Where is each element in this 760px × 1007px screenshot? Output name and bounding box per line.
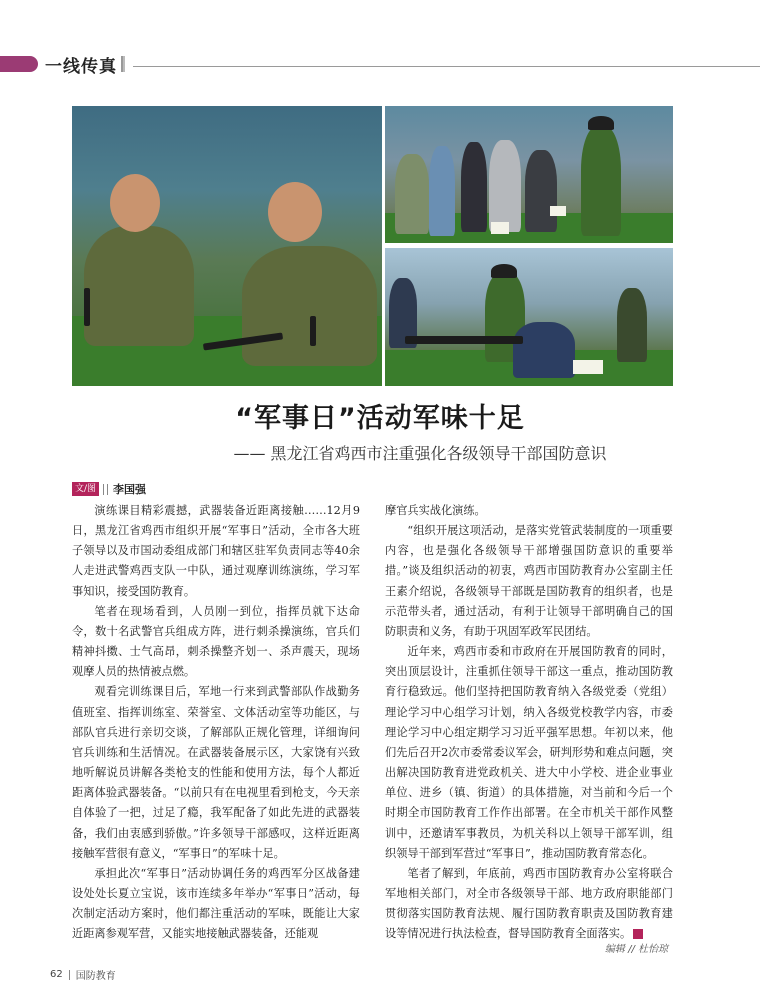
byline-divider bbox=[103, 484, 108, 495]
photo-machine-gun bbox=[405, 336, 523, 344]
byline-tag: 文/图 bbox=[72, 482, 99, 496]
end-mark-icon: G bbox=[633, 929, 643, 939]
article-paragraph-last bbox=[385, 864, 673, 945]
photo-machine-gun-experience bbox=[385, 248, 673, 386]
page-number: 62 bbox=[50, 969, 63, 980]
photo-soldier-left-head bbox=[110, 174, 160, 232]
photo-placard bbox=[550, 206, 566, 216]
article-paragraph: 近年来，鸡西市委和市政府在开展国防教育的同时，突出顶层设计，注重抓住领导干部这一重点，推动国防教育行稳致远。他们坚持把国防教育纳入各级党委（党组）理论学习中心组学习计划，纳入各级党校教学内容，市委理论学习中心组定期学习习近平强军思想。年初以来，他们先后召开2次市委常委议军会，研判形势和难点问题，突出解决国防教育进党政机关、进大中小学校、进企业事业单位、进乡（镇、街道）的具体措施，对当前和今后一个时期全市国防教育工作作出部署。在全市机关干部作风整训中，还邀请军事教员，为机关科以上领导干部军训，组织领导干部到军营过“军事日”，推动国防教育常态化。 bbox=[385, 645, 673, 860]
subheadline: —— 黑龙江省鸡西市注重强化各级领导干部国防意识 bbox=[233, 444, 607, 463]
photo-weapons-exhibit bbox=[385, 106, 673, 243]
photo-rifle-part bbox=[84, 288, 90, 326]
magazine-name: 国防教育 bbox=[75, 971, 116, 982]
photo-placard bbox=[573, 360, 603, 374]
photo-person bbox=[429, 146, 455, 236]
article-paragraph: 笔者在现场看到，人员刚一到位，指挥员就下达命令，数十名武警官兵组成方阵，进行刺杀操演练，官兵们精神抖擞、士气高昂，刺杀操整齐划一、杀声震天，现场观摩人员的热情被点燃。 bbox=[72, 604, 360, 679]
photo-blindfold-assembly bbox=[72, 106, 382, 386]
section-divider-bars bbox=[121, 56, 125, 72]
article-paragraph: 观看完训练课目后，军地一行来到武警部队作战勤务值班室、指挥训练室、荣誉室、文体活动室等功能区，与部队官兵进行亲切交谈，了解部队正规化管理，详细询问官兵训练和生活情况。在武器装备展示区，大家饶有兴致地听解说员讲解各类枪支的性能和使用方法，每个人都近距离体验武器装备。“以前只有在电视里看到枪支，今天亲自体验了一把，过足了瘾，我军配备了如此先进的武器装备，我们由衷感到骄傲。”许多领导干部感叹，这样近距离接触军营很有意义，“军事日”的军味十足。 bbox=[72, 685, 360, 860]
article-column-right bbox=[385, 501, 673, 944]
editor-credit: 编辑 // 杜怡琼 bbox=[604, 944, 668, 955]
photo-soldier-right-head bbox=[268, 182, 322, 242]
article-paragraph: “组织开展这项活动，是落实党管武装制度的一项重要内容，也是强化各级领导干部增强国防意识的重要举措。”谈及组织活动的初衷，鸡西市国防教育办公室副主任王素介绍说，各级领导干部既是国防教育的组织者，也是示范带头者，通过活动，有利于让领导干部明确自己的国防职责和义务，有助于巩固军政军民团结。 bbox=[385, 524, 673, 638]
section-tab bbox=[0, 56, 38, 72]
article-paragraph: 演练课目精彩震撼，武器装备近距离接触……12月9日，黑龙江省鸡西市组织开展“军事日”活动，全市各大班子领导以及市国动委组成部门和辖区驻军负责同志等40余人走进武警鸡西支队一中队，通过观摩训练演练，学习军事知识，接受国防教育。 bbox=[72, 504, 360, 598]
photo-soldier-left bbox=[84, 226, 194, 346]
photo-fur-cap bbox=[588, 116, 614, 130]
photo-fur-cap bbox=[491, 264, 517, 278]
photo-person bbox=[395, 154, 429, 234]
footer-separator bbox=[69, 970, 70, 980]
article-paragraph: 承担此次“军事日”活动协调任务的鸡西军分区战备建设处处长夏立宝说，该市连续多年举办“军事日”活动，每次制定活动方案时，他们都注重活动的军味，既能让大家近距离参观军营，又能实地接触武器装备，还能观 bbox=[72, 866, 360, 941]
article-paragraph-text: 笔者了解到，年底前，鸡西市国防教育办公室将联合军地相关部门，对全市各级领导干部、地方政府职能部门贯彻落实国防教育法规、履行国防教育职责及国防教育建设等情况进行执法检查，督导国防教育全面落实。 bbox=[385, 866, 673, 941]
photo-person bbox=[617, 288, 647, 362]
section-title: 一线传真 bbox=[45, 57, 117, 77]
byline bbox=[72, 481, 146, 497]
article-column-left bbox=[72, 501, 360, 944]
article-paragraph-continued: 摩官兵实战化演练。 bbox=[385, 504, 486, 517]
headline: “军事日”活动军味十足 bbox=[235, 403, 525, 434]
photo-person bbox=[489, 140, 521, 232]
photo-soldier bbox=[581, 126, 621, 236]
page-footer bbox=[50, 967, 116, 982]
photo-placard bbox=[491, 222, 509, 234]
author-name: 李国强 bbox=[113, 483, 147, 496]
photo-soldier-right bbox=[242, 246, 377, 366]
section-rule bbox=[133, 66, 760, 67]
photo-person bbox=[525, 150, 557, 232]
photo-official-aiming bbox=[513, 322, 575, 378]
photo-person bbox=[461, 142, 487, 232]
photo-rifle-barrel bbox=[310, 316, 316, 346]
